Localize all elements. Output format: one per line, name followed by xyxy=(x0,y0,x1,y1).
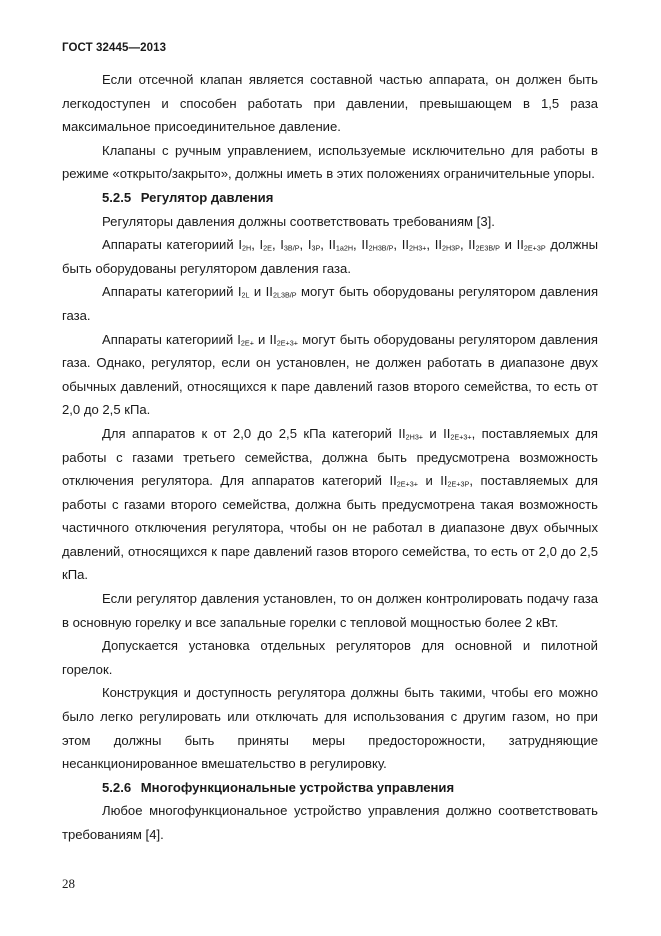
page-body xyxy=(62,68,598,847)
category-code: $I_{2H}$ xyxy=(238,237,252,253)
category-code: $II_{2E+3+}$ xyxy=(443,425,472,442)
paragraph-mandatory-regulator: Аппараты категориий $I_{2H}$, $I_{2E}$, $I_{3B/P}$, $I_{3P}$, $II_{1a2H}$, $II_{2H3B/P}$, $II_{2H3+}$, $II_{2H3P}$, $II_{2E3B/P}$ и $II_{2E+3P}$ должны быть оборудованы регулятором давления газа. xyxy=(62,237,599,276)
paragraph-regulator-control: Если регулятор давления установлен, то он должен контролировать подачу газа в основную горелку и все запальные горелки с тепловой мощностью более 2 кВт. xyxy=(62,591,598,630)
section-number: 5.2.6 xyxy=(102,779,132,795)
paragraph-separate-regulators: Допускается установка отдельных регуляторов для основной и пилотной горелок. xyxy=(62,638,598,677)
category-code: $II_{2E3B/P}$ xyxy=(468,237,500,253)
category-code: $II_{2E+3P}$ xyxy=(440,473,470,489)
category-code: $II_{2H3+}$ xyxy=(401,237,427,253)
category-code: $I_{2E+}$ xyxy=(237,331,254,348)
category-code: $II_{2E+3+}$ xyxy=(389,473,418,489)
category-code: $II_{2H3+}$ xyxy=(398,425,424,442)
section-heading-5-2-6 xyxy=(62,776,598,800)
category-code: $II_{2L3B/P}$ xyxy=(265,284,297,300)
category-code: $I_{3P}$ xyxy=(307,237,321,253)
category-code: $I_{3B/P}$ xyxy=(280,237,300,253)
document-header: ГОСТ 32445—2013 xyxy=(62,42,167,54)
paragraph-regulator-disabling: Для аппаратов к от 2,0 до 2,5 кПа категорий $II_{2H3+}$ и $II_{2E+3+}$, поставляемых для работы с газами третьего семейства, должна быть предусмотрена возможность отключения регулятора. Для аппаратов категорий $II_{2E+3+}$ и $II_{2E+3P}$, поставляемых для работы с газами второго семейства, должна быть предусмотрена такая возможность частичного отключения регулятора, чтобы он не работал в диапазоне двух обычных давлений, относящихся к паре давлений газов второго семейства, то есть от 2,0 до 2,5 кПа. xyxy=(62,425,599,583)
paragraph-regulator-requirements: Регуляторы давления должны соответствовать требованиям [3]. xyxy=(102,213,495,229)
paragraph-optional-regulator-2e: Аппараты категориий $I_{2E+}$ и $II_{2E+3+}$ могут быть оборудованы регулятором давления газа. Однако, регулятор, если он установлен, не должен работать в диапазоне двух обычных давлений, относящихся к паре давлений газов второго семейства, то есть от 2,0 до 2,5 кПа. xyxy=(62,331,599,418)
category-code: $II_{2H3B/P}$ xyxy=(361,237,394,253)
section-number: 5.2.5 xyxy=(102,189,132,205)
category-code: $I_{2L}$ xyxy=(237,284,250,300)
paragraph-regulator-design: Конструкция и доступность регулятора должны быть такими, чтобы его можно было легко регулировать или отключать для использования с другим газом, но при этом должны быть приняты меры предосторожности, затрудняющие несанкционированное вмешательство в регулировку. xyxy=(62,685,598,772)
category-code: $II_{2E+3+}$ xyxy=(269,331,298,348)
category-code: $I_{2E}$ xyxy=(259,237,272,253)
section-title: Регулятор давления xyxy=(140,189,274,205)
category-code: $II_{2E+3P}$ xyxy=(516,237,546,253)
paragraph-shutoff-valve: Если отсечной клапан является составной частью аппарата, он должен быть легкодоступен и способен работать при давлении, превышающем в 1,5 раза максимальное присоединительное давление. xyxy=(62,72,598,135)
paragraph-multifunction-control: Любое многофункциональное устройство управления должно соответствовать требованиям [4]. xyxy=(62,803,598,842)
paragraph-manual-valves: Клапаны с ручным управлением, используемые исключительно для работы в режиме «открыто/закрыто», должны иметь в этих положениях ограничительные упоры. xyxy=(62,142,598,182)
category-code: $II_{2H3P}$ xyxy=(434,237,460,253)
category-code: $II_{1a2H}$ xyxy=(328,237,354,253)
section-heading-5-2-5 xyxy=(62,186,598,210)
section-title: Многофункциональные устройства управления xyxy=(140,779,455,795)
paragraph-optional-regulator-2l: Аппараты категориий $I_{2L}$ и $II_{2L3B/P}$ могут быть оборудованы регулятором давления газа. xyxy=(62,284,599,323)
page-number: 28 xyxy=(62,876,75,891)
